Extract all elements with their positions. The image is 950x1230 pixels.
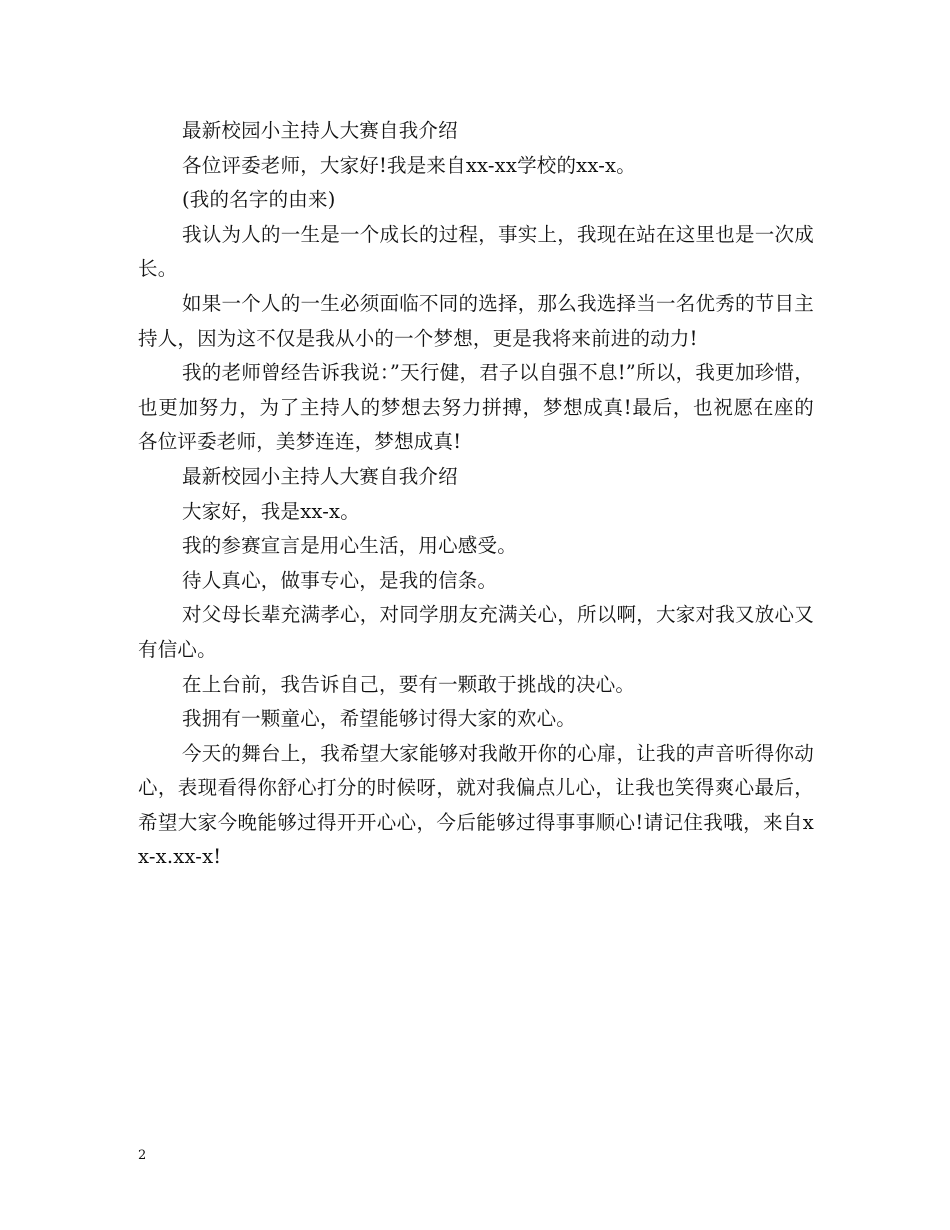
body-paragraph: 今天的舞台上，我希望大家能够对我敞开你的心扉，让我的声音听得你动心，表现看得你舒心打分的时候呀，就对我偏点儿心，让我也笑得爽心最后，希望大家今晚能够过得开开心心，今后能够过得事事顺心!请记住我哦，来自xx-x.xx-x!	[138, 741, 814, 869]
document-body	[138, 114, 814, 875]
name-origin-paragraph: (我的名字的由来)	[182, 188, 336, 212]
body-paragraph: 待人真心，做事专心，是我的信条。	[182, 568, 498, 592]
heading-paragraph: 最新校园小主持人大赛自我介绍	[182, 119, 458, 142]
body-paragraph: 我拥有一颗童心，希望能够讨得大家的欢心。	[182, 707, 577, 731]
greeting-paragraph: 各位评委老师，大家好!我是来自xx-xx学校的xx-x。	[182, 153, 636, 177]
body-paragraph: 在上台前，我告诉自己，要有一颗敢于挑战的决心。	[182, 672, 636, 696]
body-paragraph: 如果一个人的一生必须面临不同的选择，那么我选择当一名优秀的节目主持人，因为这不仅是我从小的一个梦想，更是我将来前进的动力!	[138, 291, 814, 350]
body-paragraph: 我的老师曾经告诉我说：”天行健，君子以自强不息!”所以，我更加珍惜，也更加努力，为了主持人的梦想去努力拼搏，梦想成真!最后，也祝愿在座的各位评委老师，美梦连连，梦想成真!	[138, 361, 814, 454]
body-paragraph: 对父母长辈充满孝心，对同学朋友充满关心，所以啊，大家对我又放心又有信心。	[138, 603, 814, 661]
greeting-paragraph: 大家好，我是xx-x。	[182, 499, 360, 523]
body-paragraph: 我的参赛宣言是用心生活，用心感受。	[182, 534, 517, 558]
heading-paragraph: 最新校园小主持人大赛自我介绍	[182, 464, 458, 488]
body-paragraph: 我认为人的一生是一个成长的过程，事实上，我现在站在这里也是一次成长。	[138, 222, 814, 281]
page-number: 2	[138, 1148, 147, 1163]
